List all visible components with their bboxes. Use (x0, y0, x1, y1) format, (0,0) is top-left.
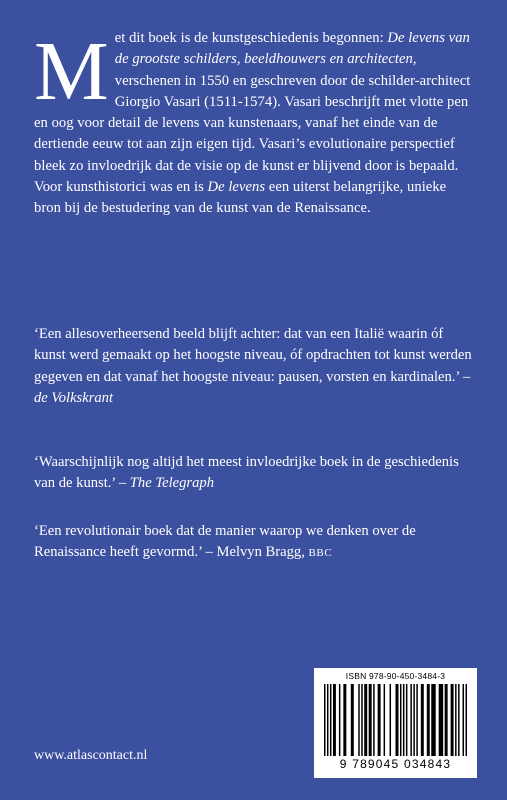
barcode-bar (384, 684, 385, 756)
barcode-bar (330, 684, 331, 756)
barcode-bar (364, 684, 367, 756)
barcode-bar (400, 684, 401, 756)
quote-text: ‘Waarschijnlijk nog altijd het meest invloedrijke boek in de geschiedenis van de kunst.’ – (34, 454, 459, 492)
intro-text-2: , verschenen in 1550 en geschreven door de schilder-architect Giorgio Vasari (1511-1574). Vasari beschrijft met vlotte pen en oog voor detail de levens van kunstenaars, vanaf het einde van de dertiende eeuw tot aan zijn eigen tijd. Vasari’s evolutionaire perspectief bleek zo invloedrijk dat de visie op de kunst er blijvend door is bepaald. Voor kunsthistorici was en is (34, 51, 471, 196)
review-quote-volkskrant (34, 324, 474, 409)
barcode-bar (369, 684, 372, 756)
barcode-bar (439, 684, 443, 756)
intro-text-1: et dit boek is de kunstgeschiedenis begonnen: (114, 30, 388, 46)
barcode-bar (390, 684, 391, 756)
barcode-bar (413, 684, 414, 756)
barcode-bar (451, 684, 454, 756)
isbn-label: ISBN 978-90-450-3484-3 (345, 671, 446, 681)
publisher-website[interactable]: www.atlascontact.nl (34, 748, 148, 763)
barcode-bar (416, 684, 417, 756)
barcode-bar (361, 684, 362, 756)
barcode-bar (458, 684, 459, 756)
intro-text-3: een uiterst belangrijke, unieke bron bij de bestudering van de kunst van de Renaissance. (34, 179, 447, 217)
barcode-bar (431, 684, 435, 756)
review-quote-bbc (34, 521, 474, 565)
quote-source: The Telegraph (129, 475, 214, 492)
barcode-bar (406, 684, 407, 756)
barcode-bar (339, 684, 340, 756)
quote-source: BBC (308, 547, 333, 560)
book-title-short: De levens (207, 179, 266, 196)
barcode-bar (327, 684, 328, 756)
barcode-bar (378, 684, 381, 756)
barcode-bar (403, 684, 404, 756)
barcode-bar (427, 684, 430, 756)
book-title: De levens van de grootste schilders, beeldhouwers en architecten (114, 30, 470, 68)
barcode-bar (396, 684, 399, 756)
barcode-bar (358, 684, 359, 756)
barcode-bar (333, 684, 336, 756)
intro-blurb (34, 25, 474, 220)
barcode-bar (373, 684, 374, 756)
review-quote-telegraph (34, 452, 474, 495)
barcode-bar (463, 684, 464, 756)
isbn-barcode (314, 668, 477, 778)
quote-text: ‘Een revolutionair boek dat de manier waarop we denken over de Renaissance heeft gevormd.’ – Melvyn Bragg, (34, 523, 416, 561)
barcode-bar (421, 684, 424, 756)
quote-text: ‘Een allesoverheersend beeld blijft achter: dat van een Italië waarin óf kunst werd gemaakt op het hoogste niveau, óf opdrachten tot kunst werden gegeven en dat vanaf het hoogste niveau: pausen, vorsten en kardinalen.’ – (34, 326, 472, 385)
barcode-bar (445, 684, 448, 756)
barcode-bar (351, 684, 354, 756)
drop-cap: M (34, 25, 109, 118)
quote-source: de Volkskrant (34, 389, 114, 406)
ean-digits: 9 789045 034843 (339, 757, 452, 771)
barcode-bar (455, 684, 456, 756)
barcode-bar (466, 684, 467, 756)
barcode-bar (343, 684, 346, 756)
barcode-bars (322, 684, 469, 758)
barcode-bar (324, 684, 325, 756)
barcode-bar (410, 684, 411, 756)
